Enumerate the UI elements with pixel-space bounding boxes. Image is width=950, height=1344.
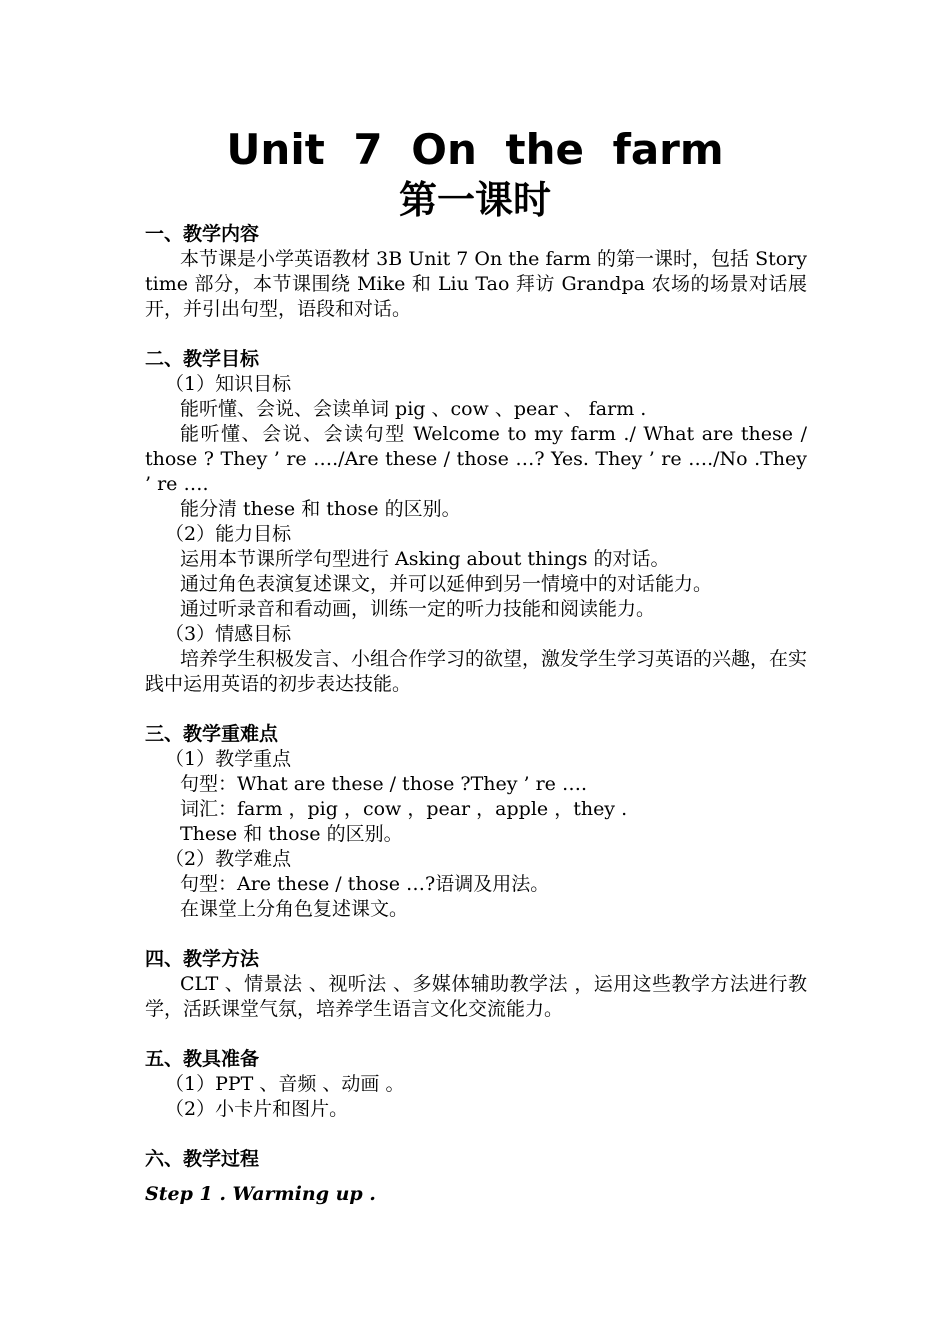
knowledge-objective-1: 能听懂、会说、会读单词 pig 、cow 、pear 、 farm . bbox=[180, 398, 647, 420]
knowledge-objective-label: （1）知识目标 bbox=[165, 373, 292, 395]
materials-item-1: （1）PPT 、音频 、动画 。 bbox=[165, 1073, 405, 1095]
difficulties-label: （2）教学难点 bbox=[165, 848, 292, 870]
title-chinese: 第一课时 bbox=[398, 178, 551, 222]
ability-objective-3: 通过听录音和看动画，训练一定的听力技能和阅读能力。 bbox=[180, 598, 656, 620]
key-points-label: （1）教学重点 bbox=[165, 748, 292, 770]
section-heading-content: 一、教学内容 bbox=[145, 223, 260, 245]
key-point-2: 词汇：farm ，pig ，cow ，pear ，apple ，they . bbox=[180, 798, 628, 820]
document-body bbox=[145, 222, 807, 1207]
materials-item-2: （2）小卡片和图片。 bbox=[165, 1098, 349, 1120]
methods-paragraph: CLT 、情景法 、视听法 、多媒体辅助教学法 ，运用这些教学方法进行教学，活跃课堂气氛，培养学生语言文化交流能力。 bbox=[145, 973, 807, 1020]
emotion-objective-label: （3）情感目标 bbox=[165, 623, 292, 645]
ability-objective-1: 运用本节课所学句型进行 Asking about things 的对话。 bbox=[180, 548, 670, 570]
section-heading-methods: 四、教学方法 bbox=[145, 948, 260, 970]
section-heading-materials: 五、教具准备 bbox=[145, 1048, 260, 1070]
key-point-1: 句型：What are these / those ?They ’ re …. bbox=[180, 773, 587, 795]
content-paragraph: 本节课是小学英语教材 3B Unit 7 On the farm 的第一课时，包括 Story time 部分，本节课围绕 Mike 和 Liu Tao 拜访 Grandpa 农场的场景对话展开，并引出句型，语段和对话。 bbox=[145, 248, 807, 320]
difficulty-2: 在课堂上分角色复述课文。 bbox=[180, 898, 409, 920]
section-heading-process: 六、教学过程 bbox=[145, 1148, 260, 1170]
section-heading-key-points: 三、教学重难点 bbox=[145, 723, 279, 745]
ability-objective-label: （2）能力目标 bbox=[165, 523, 292, 545]
ability-objective-2: 通过角色表演复述课文，并可以延伸到另一情境中的对话能力。 bbox=[180, 573, 713, 595]
difficulty-1: 句型：Are these / those …?语调及用法。 bbox=[180, 873, 550, 895]
section-heading-objectives: 二、教学目标 bbox=[145, 348, 260, 370]
emotion-objective-1: 培养学生积极发言、小组合作学习的欲望，激发学生学习英语的兴趣，在实践中运用英语的初步表达技能。 bbox=[145, 648, 808, 695]
knowledge-objective-2: 能听懂、会说、会读句型 Welcome to my farm ./ What are these / those ? They ’ re …./Are these / those …? Yes. They ’ re …./No .They ’ re …. bbox=[145, 423, 807, 495]
step-1-heading: Step 1 . Warming up . bbox=[145, 1183, 376, 1205]
title-english: Unit 7 On the farm bbox=[226, 125, 724, 174]
knowledge-objective-3: 能分清 these 和 those 的区别。 bbox=[180, 498, 461, 520]
key-point-3: These 和 those 的区别。 bbox=[180, 823, 403, 845]
